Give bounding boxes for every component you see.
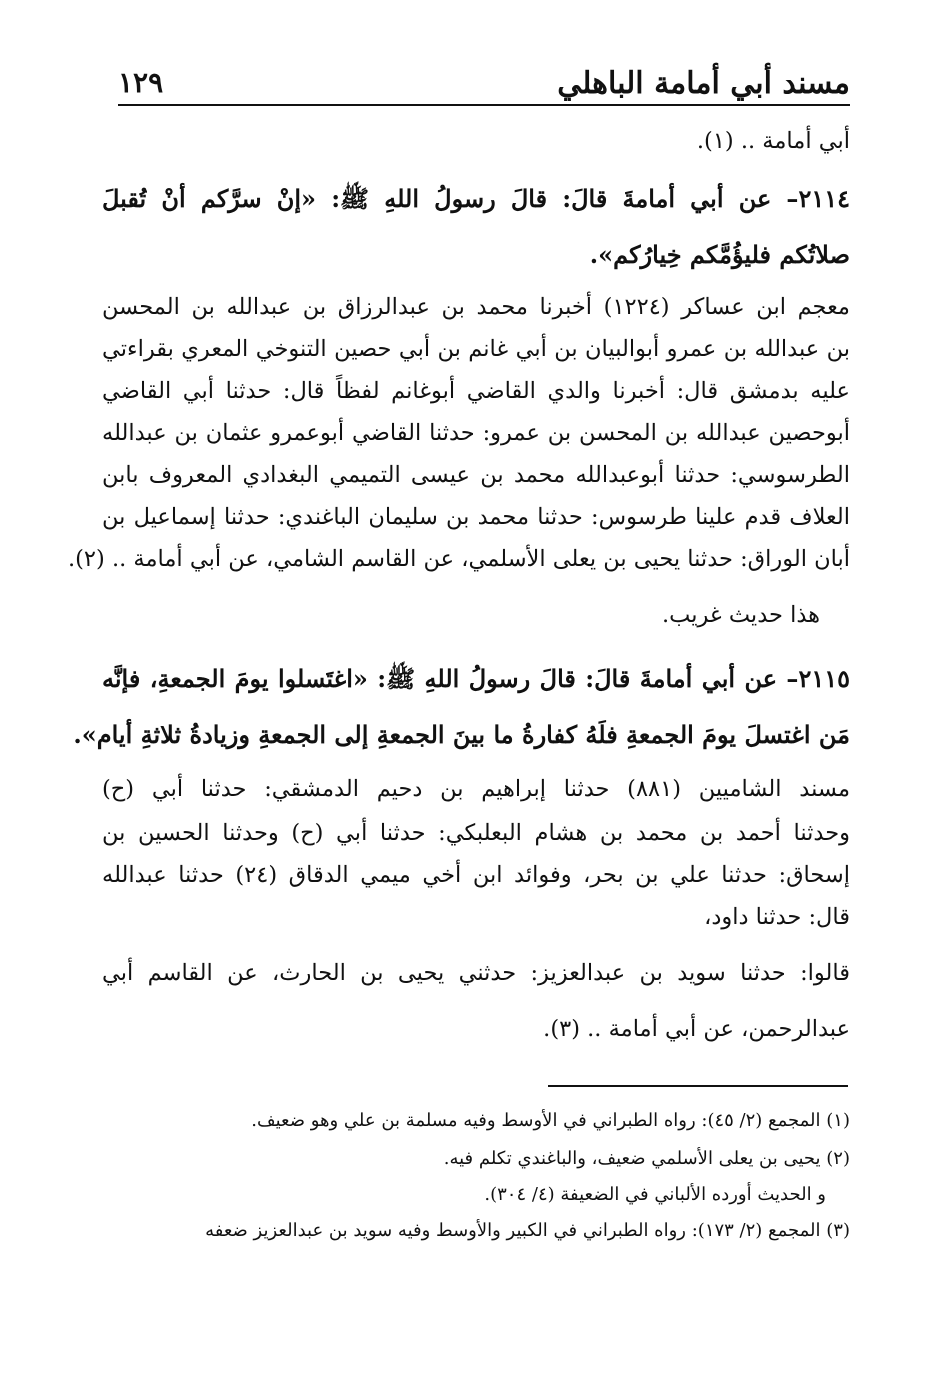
text-line: بن عبدالله بن عمرو أبوالبيان بن أبي غانم بن أبي حصين التنوخي المعري بقراءتي [102, 336, 850, 362]
header-title: مسند أبي أمامة الباهلي [557, 66, 850, 101]
footnote-line: (٣) المجمع (٢/ ١٧٣): رواه الطبراني في الكبير والأوسط وفيه سويد بن عبدالعزيز ضعفه [205, 1220, 850, 1241]
text-line: أبوحصين عبدالله بن المحسن بن عمرو: حدثنا القاضي أبوعمرو عثمان بن عبدالله [102, 420, 850, 446]
text-line: أبي أمامة .. (١). [696, 128, 850, 154]
text-line: إسحاق: حدثنا علي بن بحر، وفوائد ابن أخي ميمي الدقاق (٢٤) حدثنا عبدالله [102, 862, 851, 888]
hadith-line: ٢١١٤– عن أبي أمامةَ قالَ: قالَ رسولُ اللهِ ﷺ: «إنْ سرَّكم أنْ تُقبلَ [102, 184, 850, 213]
hadith-line: صلاتُكم فليؤُمَّكم خِيارُكم». [589, 240, 850, 269]
page-number: ١٢٩ [118, 66, 164, 99]
text-line: الطرسوسي: حدثنا أبوعبدالله محمد بن عيسى التميمي البغدادي المعروف بابن [102, 462, 850, 488]
footnote-line: و الحديث أورده الألباني في الضعيفة (٤/ ٣٠٤). [484, 1184, 826, 1205]
text-line: أبان الوراق: حدثنا يحيى بن يعلى الأسلمي، عن القاسم الشامي، عن أبي أمامة .. (٢). [67, 546, 850, 572]
hadith-line: ٢١١٥– عن أبي أمامةَ قالَ: قالَ رسولُ اللهِ ﷺ: «اغتَسلوا يومَ الجمعةِ، فإنَّه [102, 664, 850, 693]
footnote-rule [548, 1085, 848, 1087]
footnote-line: (٢) يحيى بن يعلى الأسلمي ضعيف، والباغندي تكلم فيه. [443, 1148, 850, 1169]
text-line: قالوا: حدثنا سويد بن عبدالعزيز: حدثني يحيى بن الحارث، عن القاسم أبي [102, 960, 850, 986]
text-line: العلاف قدم علينا طرسوس: حدثنا محمد بن سليمان الباغندي: حدثنا إسماعيل بن [102, 504, 850, 530]
text-line: قال: حدثنا داود، [704, 904, 850, 930]
hadith-line: مَن اغتسلَ يومَ الجمعةِ فلَهُ كفارةُ ما بينَ الجمعةِ إلى الجمعةِ وزيادةُ ثلاثةِ أيام». [73, 720, 850, 749]
footnote-line: (١) المجمع (٢/ ٤٥): رواه الطبراني في الأوسط وفيه مسلمة بن علي وهو ضعيف. [251, 1110, 850, 1131]
text-line: عليه بدمشق قال: أخبرنا والدي القاضي أبوغانم لفظاً قال: حدثنا أبي القاضي [102, 378, 850, 404]
header-rule [118, 104, 850, 106]
text-line: عبدالرحمن، عن أبي أمامة .. (٣). [543, 1016, 850, 1042]
text-line: مسند الشاميين (٨٨١) حدثنا إبراهيم بن دحيم الدمشقي: حدثنا أبي (ح) [102, 776, 850, 802]
text-line: هذا حديث غريب. [662, 602, 820, 628]
text-line: معجم ابن عساكر (١٢٢٤) أخبرنا محمد بن عبدالرزاق بن عبدالله بن المحسن [102, 294, 850, 320]
running-header [118, 62, 850, 106]
text-line: وحدثنا أحمد بن محمد بن هشام البعلبكي: حدثنا أبي (ح) وحدثنا الحسين بن [102, 820, 850, 846]
